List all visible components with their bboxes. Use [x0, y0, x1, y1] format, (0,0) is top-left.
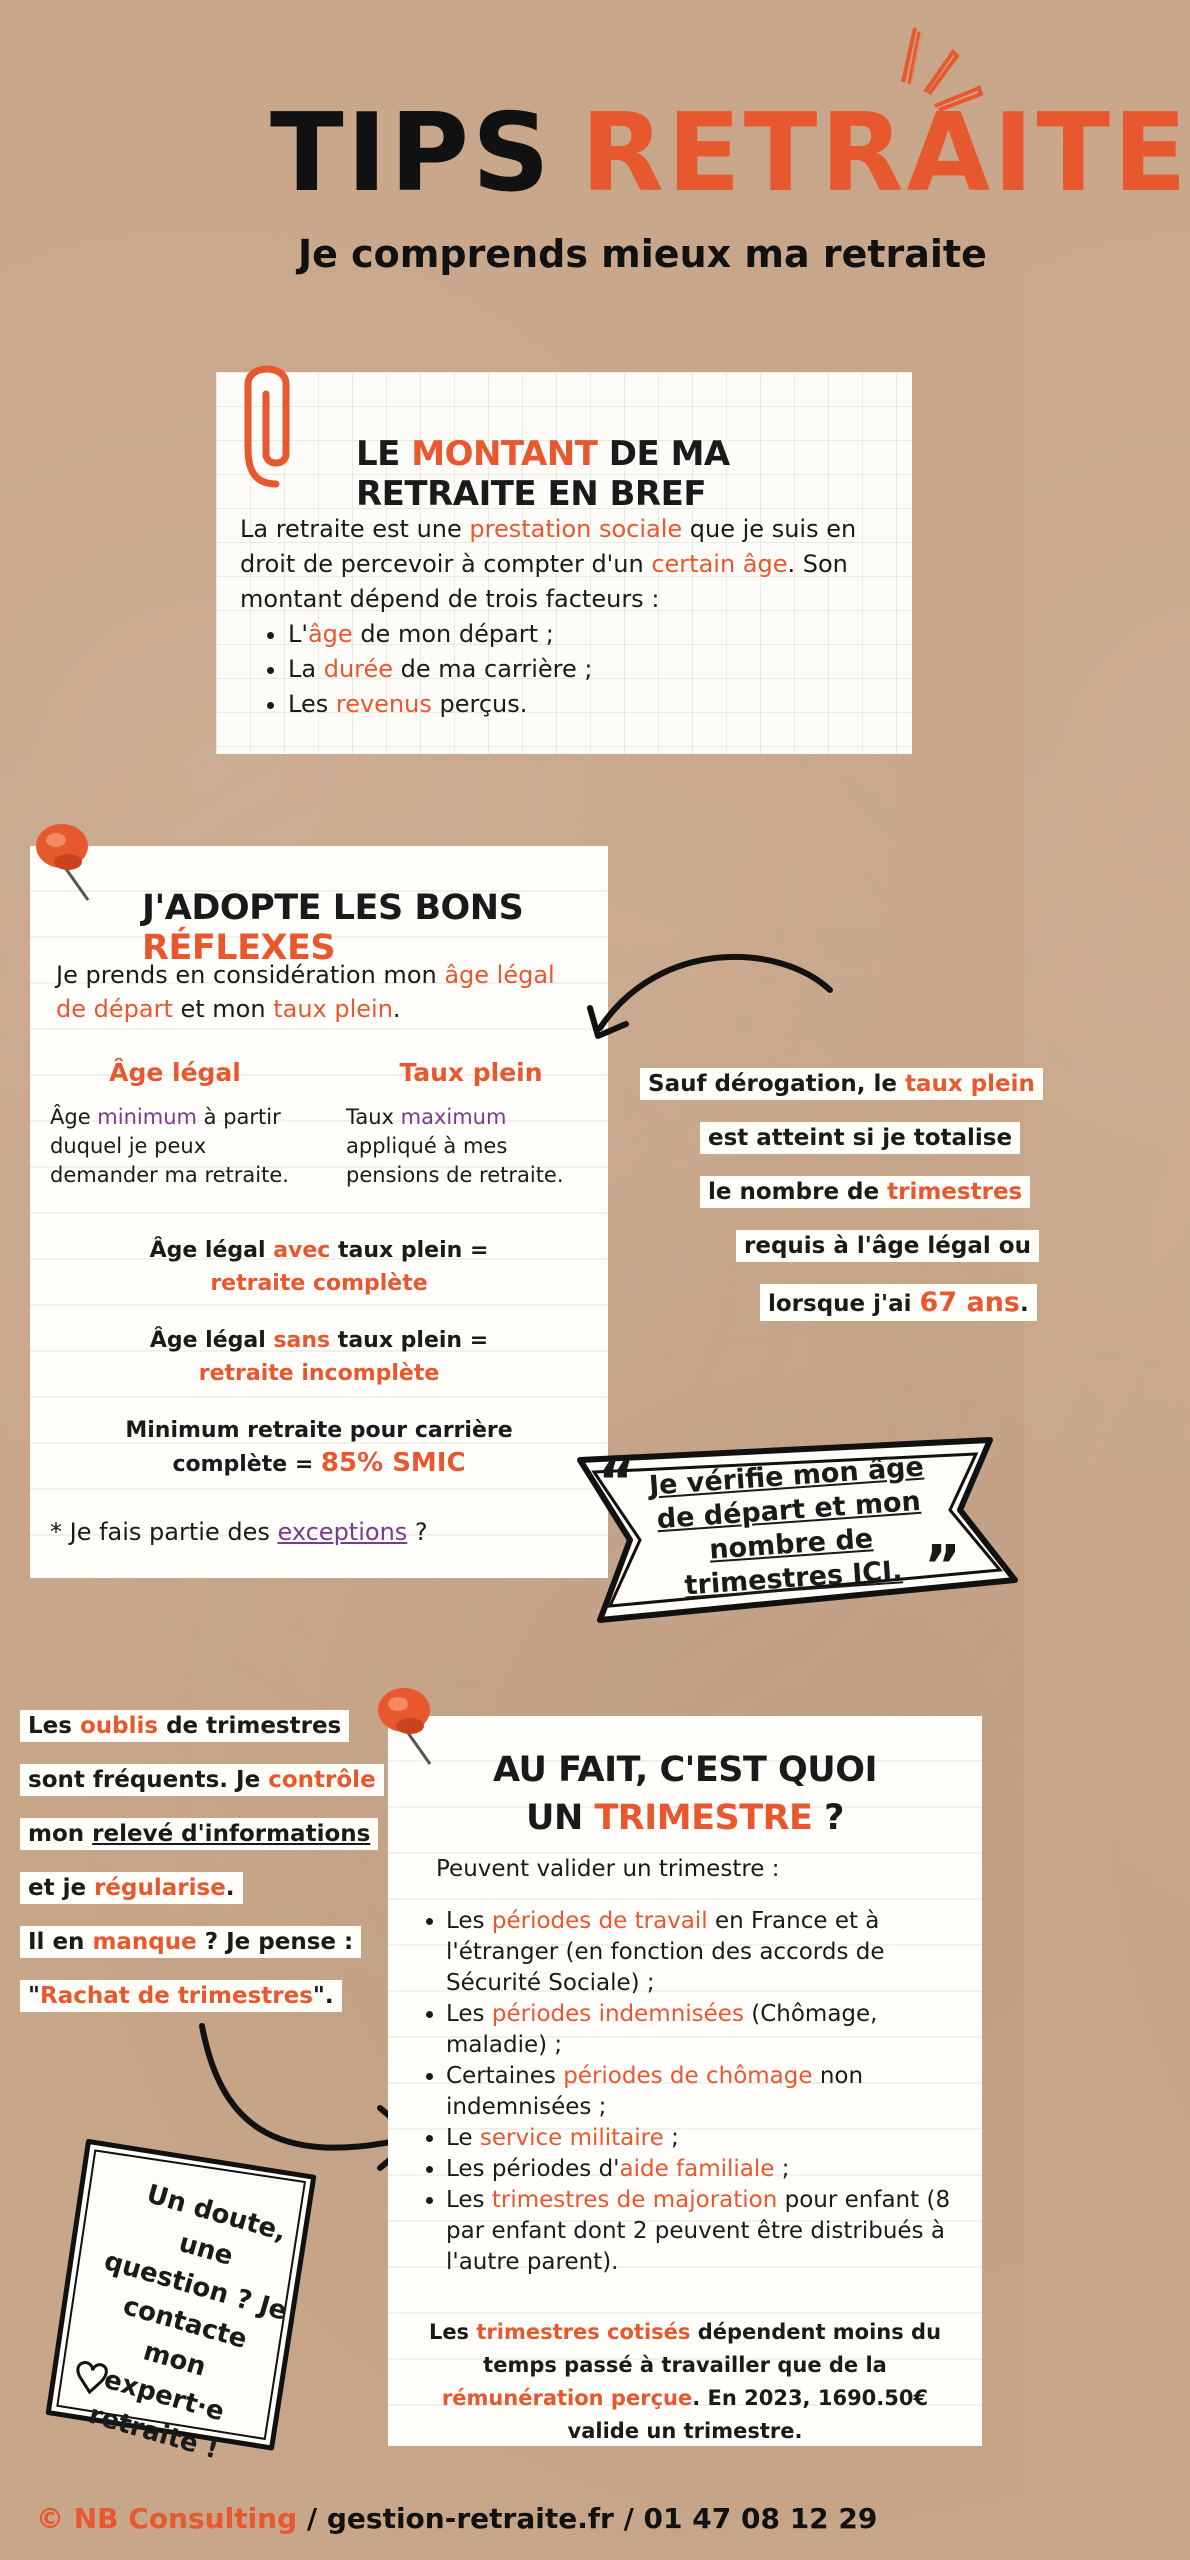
text: de trimestres	[158, 1713, 342, 1739]
text: Les périodes d'	[446, 2156, 620, 2182]
list-item	[446, 2061, 956, 2123]
text: * Je fais partie des	[50, 1518, 278, 1546]
text: complète =	[172, 1452, 321, 1477]
card-montant	[216, 372, 912, 754]
text: L'	[288, 620, 308, 648]
list-item	[288, 652, 900, 687]
callout-line	[760, 1284, 1037, 1321]
text: et je	[28, 1875, 95, 1901]
callout-line	[20, 1818, 378, 1850]
col-text	[50, 1103, 300, 1190]
text-accent: sans	[273, 1328, 331, 1353]
text-accent: périodes indemnisées	[491, 2001, 744, 2027]
list-item	[446, 2123, 956, 2154]
col-taux-plein	[346, 1058, 596, 1190]
text: en France et à l'étranger (en fonction des accords de Sécurité Sociale) ;	[446, 1908, 885, 1996]
text-accent: Rachat de trimestres	[39, 1983, 313, 2009]
paperclip-icon	[236, 354, 316, 494]
text-accent: âge légal de départ	[56, 961, 555, 1023]
text-accent: avec	[273, 1238, 331, 1263]
text: .	[1020, 1291, 1029, 1317]
callout-line	[20, 1926, 361, 1958]
text: ;	[774, 2156, 790, 2182]
text: Les	[28, 1713, 80, 1739]
text: . En 2023, 1690.50€ valide un trimestre.	[567, 2386, 929, 2443]
list-item	[446, 1999, 956, 2061]
heading-part: UN	[526, 1798, 595, 1838]
text: dépendent moins du temps passé à travailler que de la	[483, 2320, 942, 2377]
text: mon	[28, 1821, 93, 1847]
callout-line	[700, 1176, 1030, 1208]
card-montant-body	[240, 512, 900, 722]
text: ? Je pense :	[196, 1929, 354, 1955]
text: Taux	[346, 1105, 401, 1129]
text: de mon départ ;	[352, 620, 554, 648]
text: de ma carrière ;	[393, 655, 593, 683]
col-heading: Âge légal	[109, 1058, 241, 1087]
exceptions-footnote	[50, 1518, 428, 1546]
trimestre-list	[446, 1906, 956, 2278]
text-purple: maximum	[400, 1105, 507, 1129]
heading-accent: MONTANT	[411, 434, 598, 474]
minimum-retraite	[30, 1414, 608, 1481]
text-accent: trimestres cotisés	[476, 2320, 691, 2344]
releve-link[interactable]: relevé d'informations	[92, 1821, 371, 1847]
text-accent: 67 ans	[919, 1287, 1020, 1318]
verify-link[interactable]: Je vérifie mon âge de départ et mon nombre de trimestres ICI.	[648, 1451, 925, 1602]
text: à partir duquel je peux demander ma retraite.	[50, 1105, 289, 1187]
text: Le	[446, 2125, 480, 2151]
pushpin-icon	[372, 1680, 452, 1770]
text: ".	[312, 1983, 334, 2009]
text-accent: prestation sociale	[469, 515, 683, 543]
text: .	[225, 1875, 235, 1901]
card-reflexes-intro	[56, 958, 586, 1026]
title-tips: TIPS	[270, 91, 553, 216]
callout-line	[20, 1764, 384, 1796]
text: (Chômage, maladie) ;	[446, 2001, 878, 2058]
text: Je prends en considération mon	[56, 961, 445, 989]
text-accent: retraite incomplète	[198, 1361, 440, 1386]
text-accent: taux plein	[904, 1071, 1035, 1097]
text-purple: minimum	[97, 1105, 197, 1129]
heading-part: DE MA RETRAITE EN BREF	[356, 434, 730, 514]
text: Certaines	[446, 2063, 564, 2089]
card-montant-heading	[356, 434, 912, 514]
text: La	[288, 655, 324, 683]
text: "	[28, 1983, 40, 2009]
text: Sauf dérogation, le	[648, 1071, 905, 1097]
text-accent: retraite complète	[210, 1271, 428, 1296]
text: Les	[446, 2001, 492, 2027]
text: Les	[446, 2187, 492, 2213]
heading-part: AU FAIT, C'EST QUOI	[492, 1750, 877, 1790]
text-accent: taux plein	[273, 995, 393, 1023]
text: pour enfant (8 par enfant dont 2 peuvent être distribués à l'autre parent).	[446, 2187, 951, 2275]
text: requis à l'âge légal ou	[744, 1233, 1031, 1259]
trimestre-note	[418, 2316, 952, 2448]
text-accent: régularise	[94, 1875, 226, 1901]
callout-line	[20, 1980, 342, 2012]
text: le nombre de	[708, 1179, 888, 1205]
pushpin-icon	[30, 816, 110, 906]
list-item	[446, 2154, 956, 2185]
footer	[36, 2502, 877, 2535]
callout-line	[20, 1710, 349, 1742]
text: Âge	[50, 1105, 98, 1129]
text-accent: durée	[323, 655, 394, 683]
heading-accent: TRIMESTRE	[594, 1798, 813, 1838]
text-accent: revenus	[335, 690, 432, 718]
card-trimestre-heading	[388, 1746, 982, 1842]
text-accent: trimestres	[887, 1179, 1023, 1205]
text: ;	[663, 2125, 679, 2151]
heading-accent: RÉFLEXES	[142, 928, 336, 968]
text: .	[392, 995, 401, 1023]
curved-arrow-icon	[580, 948, 840, 1048]
card-reflexes	[30, 846, 608, 1578]
text: est atteint si je totalise	[708, 1125, 1013, 1151]
text: non indemnisées ;	[446, 2063, 864, 2120]
page-subtitle: Je comprends mieux ma retraite	[298, 232, 987, 276]
text-accent: manque	[92, 1929, 197, 1955]
text: taux plein =	[330, 1238, 489, 1263]
title-retraite: RETRAITE	[580, 91, 1190, 216]
card-reflexes-heading	[142, 888, 608, 968]
text-accent: aide familiale	[619, 2156, 775, 2182]
text: Âge légal	[149, 1238, 274, 1263]
col-text	[346, 1103, 596, 1190]
text: sont fréquents. Je	[28, 1767, 269, 1793]
heading-part: J'ADOPTE LES BONS	[142, 888, 524, 928]
text: Minimum retraite pour carrière	[125, 1418, 513, 1443]
card-trimestre-intro: Peuvent valider un trimestre :	[436, 1856, 780, 1882]
callout-line	[736, 1230, 1039, 1262]
quote-open: “	[598, 1450, 635, 1515]
page-title	[270, 91, 1190, 216]
text: Il en	[28, 1929, 93, 1955]
callout-line	[20, 1872, 243, 1904]
text: et mon	[172, 995, 274, 1023]
exceptions-link[interactable]: exceptions	[277, 1518, 408, 1546]
text-accent: 85% SMIC	[320, 1448, 466, 1478]
text: La retraite est une	[240, 515, 470, 543]
footer-contact: / gestion-retraite.fr / 01 47 08 12 29	[297, 2502, 878, 2535]
text: taux plein =	[330, 1328, 489, 1353]
text-accent: certain âge	[651, 550, 788, 578]
text: Les	[446, 1908, 492, 1934]
text-accent: périodes de chômage	[563, 2063, 813, 2089]
text: . Son montant dépend de trois facteurs :	[240, 550, 848, 613]
list-item	[288, 617, 900, 652]
text: perçus.	[431, 690, 528, 718]
text: appliqué à mes pensions de retraite.	[346, 1134, 564, 1187]
list-item	[446, 1906, 956, 1999]
footer-brand: © NB Consulting	[36, 2502, 298, 2535]
factors-list	[288, 617, 900, 722]
text: que je suis en droit de percevoir à compter d'un	[240, 515, 857, 578]
col-age-legal	[50, 1058, 300, 1190]
card-trimestre	[388, 1716, 982, 2446]
callout-line	[640, 1068, 1043, 1100]
text-accent: contrôle	[268, 1767, 376, 1793]
contact-expert-note: Un doute, une question ? Je contacte mon expert·e retraite !	[85, 2179, 291, 2466]
equation-complete	[30, 1234, 608, 1300]
callout-line	[700, 1122, 1020, 1154]
text-accent: âge	[307, 620, 353, 648]
list-item	[288, 687, 900, 722]
text-accent: rémunération perçue	[441, 2386, 693, 2410]
text-accent: trimestres de majoration	[491, 2187, 778, 2213]
heading-part: LE	[356, 434, 412, 474]
text: ?	[407, 1518, 428, 1546]
text-accent: oublis	[79, 1713, 159, 1739]
text-accent: service militaire	[479, 2125, 664, 2151]
equation-incomplete	[30, 1324, 608, 1390]
quote-close: ”	[924, 1534, 961, 1599]
heading-part: ?	[812, 1798, 844, 1838]
text: Âge légal	[149, 1328, 274, 1353]
text: Les	[428, 2320, 477, 2344]
text: Les	[288, 690, 336, 718]
col-heading: Taux plein	[399, 1058, 543, 1087]
text-accent: périodes de travail	[491, 1908, 708, 1934]
list-item	[446, 2185, 956, 2278]
text: lorsque j'ai	[768, 1291, 920, 1317]
